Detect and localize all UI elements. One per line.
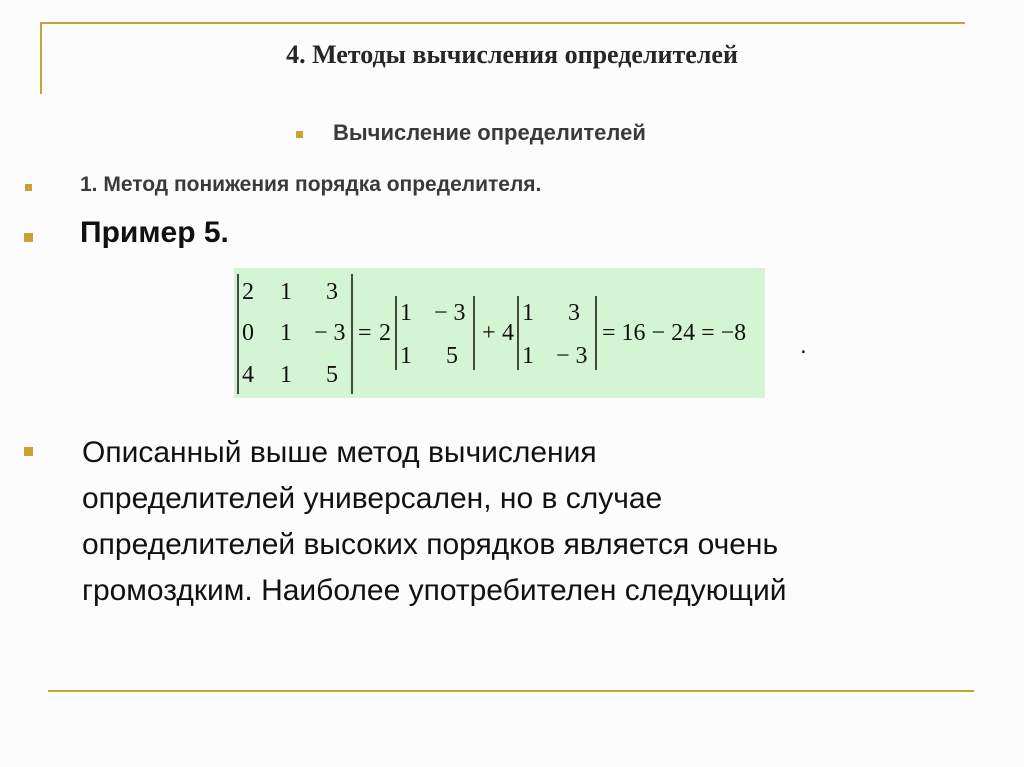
bullet-icon <box>25 184 32 191</box>
determinant-formula <box>234 268 765 398</box>
paragraph-line: громоздким. Наиболее употребителен следующий <box>82 574 787 607</box>
paragraph-line: определителей высоких порядков является очень <box>82 528 779 561</box>
slide-title: 4. Методы вычисления определителей <box>286 40 738 69</box>
minor-cell: 5 <box>446 343 458 369</box>
trailing-dot: . <box>800 332 807 359</box>
coefficient: 2 <box>379 320 391 346</box>
matrix-cell: 4 <box>242 362 254 388</box>
bullet-icon <box>24 233 33 242</box>
matrix-cell: 3 <box>326 279 338 305</box>
matrix-cell: − 3 <box>314 320 346 346</box>
paragraph-line: Описанный выше метод вычисления <box>82 436 597 469</box>
paragraph-line: определителей универсален, но в случае <box>82 482 663 515</box>
formula-box <box>234 268 765 398</box>
result-expression: = 16 − 24 = −8 <box>602 320 747 346</box>
frame-bottom-line <box>48 690 974 692</box>
matrix-cell: 5 <box>326 362 338 388</box>
matrix-cell: 0 <box>242 320 254 346</box>
minor-cell: − 3 <box>556 343 588 369</box>
matrix-cell: 1 <box>280 320 292 346</box>
subtitle: Вычисление определителей <box>333 120 646 145</box>
minor-cell: 1 <box>400 300 412 326</box>
bullet-icon <box>296 131 303 138</box>
minor-cell: 1 <box>400 343 412 369</box>
coefficient: 4 <box>502 320 514 346</box>
minor-cell: − 3 <box>434 300 466 326</box>
minor-cell: 1 <box>522 343 534 369</box>
paragraph <box>82 430 787 614</box>
plus-sign: + <box>482 320 496 346</box>
method-heading: 1. Метод понижения порядка определителя. <box>80 173 542 196</box>
equals-sign: = <box>358 320 372 346</box>
matrix-cell: 1 <box>280 362 292 388</box>
minor-cell: 3 <box>568 300 580 326</box>
matrix-cell: 1 <box>280 279 292 305</box>
minor-cell: 1 <box>522 300 534 326</box>
bullet-icon <box>24 447 33 456</box>
matrix-cell: 2 <box>242 279 254 305</box>
example-label: Пример 5. <box>80 216 229 249</box>
frame-top-line <box>40 22 965 24</box>
